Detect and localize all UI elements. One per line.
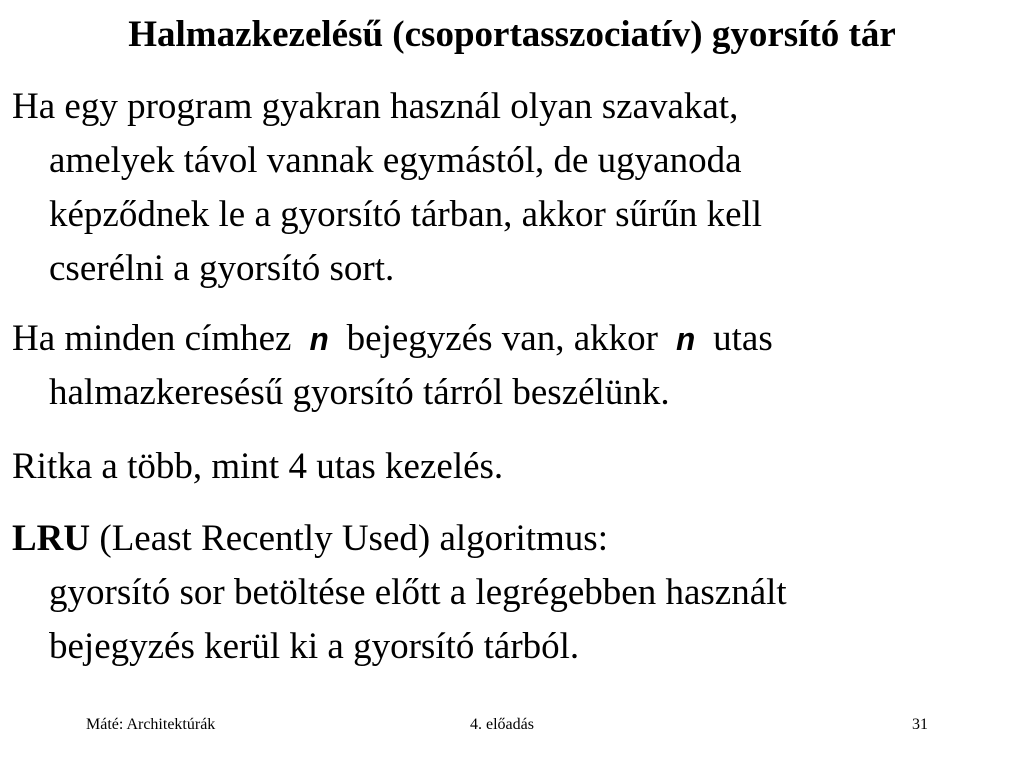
- paragraph-line: Ha egy program gyakran használ olyan szavakat,: [12, 86, 739, 127]
- text-fragment: bejegyzés van, akkor: [346, 318, 658, 359]
- variable-n: n: [309, 323, 329, 360]
- paragraph-n-way: [12, 312, 1012, 420]
- paragraph-line: Ritka a több, mint 4 utas kezelés.: [12, 446, 504, 487]
- text-fragment: Ha minden címhez: [12, 318, 292, 359]
- text-fragment: utas: [713, 318, 773, 359]
- paragraph-line: bejegyzés kerül ki a gyorsító tárból.: [49, 626, 580, 667]
- paragraph-lru: [12, 512, 1012, 674]
- paragraph-line: képződnek le a gyorsító tárban, akkor sűrűn kell: [49, 194, 763, 235]
- paragraph-line: amelyek távol vannak egymástól, de ugyanoda: [49, 140, 742, 181]
- footer-author: Máté: Architektúrák: [86, 716, 216, 733]
- paragraph-line: [12, 512, 1012, 566]
- paragraph-line: gyorsító sor betöltése előtt a legrégebben használt: [49, 572, 787, 613]
- paragraph-line: halmazkeresésű gyorsító tárról beszélünk.: [49, 372, 670, 413]
- footer-lecture: 4. előadás: [470, 716, 534, 733]
- slide-title: Halmazkezelésű (csoportasszociatív) gyorsító tár: [128, 14, 896, 55]
- footer-page-number: 31: [912, 716, 928, 733]
- paragraph-cache-conflict: [12, 80, 1012, 296]
- paragraph-rare: [12, 440, 1012, 494]
- paragraph-line: [12, 312, 1012, 366]
- lru-term: LRU: [12, 518, 91, 559]
- text-fragment: (Least Recently Used) algoritmus:: [90, 518, 608, 559]
- paragraph-line: cserélni a gyorsító sort.: [49, 248, 395, 289]
- variable-n: n: [675, 323, 696, 360]
